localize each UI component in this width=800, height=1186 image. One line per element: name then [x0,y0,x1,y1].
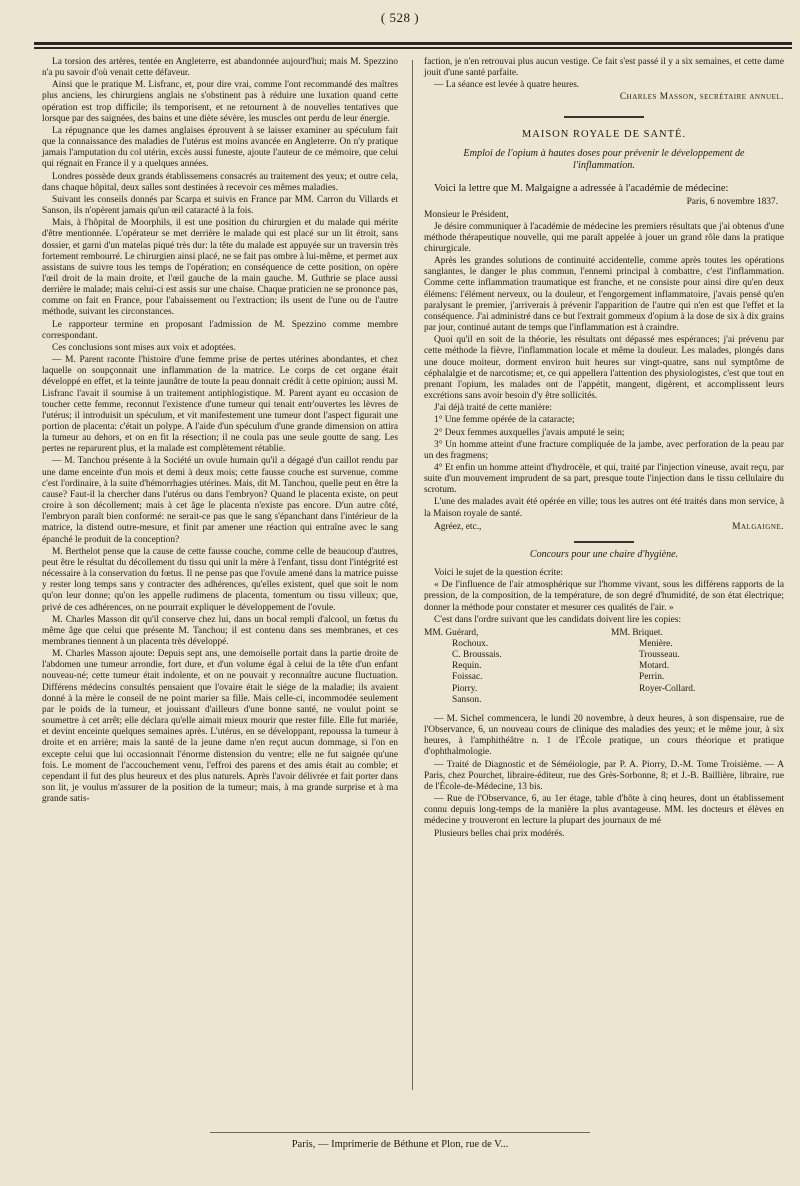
candidates-intro: C'est dans l'ordre suivant que les candidats doivent lire les copies: [434,614,682,625]
case-item: 1° Une femme opérée de la cataracte; [434,415,575,426]
left-paragraph: Le rapporteur termine en proposant l'admission de M. Spezzino comme membre correspondant. [42,319,398,341]
candidate-name: Trousseau. [639,650,680,661]
secretary-signature: Charles Masson, secrétaire annuel. [619,92,784,103]
left-paragraph: La répugnance que les dames anglaises éprouvent à se laisser examiner au spéculum fait que la connaissance des maladies de l'utérus est moins avancée en Angleterre. On n'y pratique jamais l'amputation du col utérin, excès aussi funeste, ajoute l'auteur de ce mémoire, que celui qui régnait en France il y a quelques années. [42,125,398,170]
printer-footer: Paris, — Imprimerie de Béthune et Plon, rue de V... [291,1139,509,1150]
left-paragraph: M. Charles Masson ajoute: Depuis sept ans, une demoiselle portait dans la partie droite de l'abdomen une tumeur arrondie, fort dure, et d'un volume égal à celui de la tête d'un enfant nouveau-né; cette tumeur était indolente, et on ne pouvait y reconnaître aucune fluctuation. Différens médecins consultés pensaient que l'ovaire était le siége de la maladie; ils avaient donné à la mère le conseil de ne point marier sa fille. Mais celle-ci, incommodée seulement par le poids de la tumeur, et jouissant d'ailleurs d'une bonne santé, ne voulut point se soumettre à cet arrêt; elle déclara qu'elle aimait mieux mourir que rester fille. Elle fut mariée, et devint enceinte quelques semaines après. L'utérus, en se développant, repoussa la tumeur à droite et en arrière; mais la santé de la jeune dame n'en reçut aucun dommage, si l'on en excepte celui que lui occasionnait l'énorme distension du ventre; elle ne fut saignée qu'une fois. Le moment de l'accouchement venu, l'effroi des parens et des amis était au comble; et cependant il fut des plus heureux et des plus naturels. Après l'avoir délivrée et fait porter dans son lit, je voulus m'assurer de la position de la tumeur; mais, à ma grande surprise et à ma grande satis- [42,649,398,805]
section-ornament [424,113,784,121]
letter-paragraph: Après les grandes solutions de continuité accidentelle, comme après toutes les opérations sanglantes, le danger le plus commun, l'ennemi principal à combattre, c'est l'inflammation. Comme cette inflammation traumatique est franche, et ne consiste pour ainsi dire qu'en deux élémens: l'élément nerveux, ou la douleur, et l'engorgement inflammatoire, j'avais pensé qu'en paralysant le premier, j'arriverais à prévenir l'apparition de l'autre qui n'en est que l'effet et la conséquence. J'ai administré dans ce but l'extrait gommeux d'opium à la dose de six à dix grains par jour, continué autant de temps que l'inflammation est à craindre. [424,256,784,334]
candidate-name: Menière. [639,639,673,649]
concours-title: Concours pour une chaire d'hygiène. [529,548,679,560]
signoff-name: Malgaigne. [732,521,784,532]
left-paragraph: — M. Tanchou présente à la Société un ovule humain qu'il a dégagé d'un caillot rendu par une dame enceinte d'un mois et demi à deux mois; cette fausse couche est survenue, comme c'est l'ordinaire, à la suite d'hémorrhagies utérines. Mais, dit M. Tanchou, quelle peut en être la cause? Faut-il la chercher dans l'utérus ou dans l'embryon? Quand le placenta existe, on peut croire à son décollement; mais à cet âge le placenta n'existe pas encore. D'un autre côté, l'embryon paraît bien conformé: ne serait-ce pas que le sang s'épanchant dans l'intérieur de la matrice, la distend outre-mesure, et finit par amener une réaction qui entraîne avec le sang épanché le produit de la conception? [42,456,398,545]
right-column [424,57,784,841]
notices [424,714,784,840]
footer-rule [210,1132,590,1133]
candidate-name: C. Broussais. [452,650,502,661]
letter-paragraph: Quoi qu'il en soit de la théorie, les résultats ont dépassé mes espérances; j'ai prévenu par cette méthode la fièvre, l'inflammation locale et même la douleur. Les malades, plongés dans une douce moiteur, dorment environ huit heures sur vingt-quatre, sans nul symptôme de céphalalgie et de narcotisme; et, ce qui appellera l'attention des physiologistes, c'est que tout en prenant l'opium, les malades ont de l'appétit, mangent, digèrent, et accomplissent leurs excrétions sans avoir besoin d'y être sollicités. [424,335,784,402]
letter-paragraph: J'ai déjà traité de cette manière: [434,403,553,414]
continuation-paragraph: faction, je n'en retrouvai plus aucun vestige. Ce fait s'est passé il y a six semaines, et cette dame jouit d'une santé parfaite. [424,57,784,79]
question-text: « De l'influence de l'air atmosphérique sur l'homme vivant, sous les différens rapports de la pression, de la composition, de la température, de son degré d'humidité, de son état électrique; donner la méthode pour constater et mesurer ces qualités de l'air. » [424,580,784,613]
concours-rule [574,541,634,543]
letter-signoff [424,522,784,533]
candidate-name: Perrin. [639,672,665,683]
left-paragraph: M. Charles Masson dit qu'il conserve chez lui, dans un bocal rempli d'alcool, un fœtus du même âge que celui que présente M. Tanchou; il est contenu dans ses membranes, et ces membranes tiennent à un placenta très développé. [42,614,398,647]
candidate-name: Sanson. [452,694,482,705]
header-rule-thin [34,47,792,49]
letter-closing: L'une des malades avait été opérée en ville; tous les autres ont été traités dans mon service, à la Maison royale de santé. [424,497,784,519]
candidates-table [424,628,784,706]
question-intro: Voici le sujet de la question écrite: [434,568,563,579]
adjourn-note: — La séance est levée à quatre heures. [434,80,580,91]
case-item: 3° Un homme atteint d'une fracture compliquée de la jambe, avec perforation de la peau par un des fragmens; [424,439,784,461]
case-item: 2° Deux femmes auxquelles j'avais amputé le sein; [434,427,625,438]
candidate-name: MM. Guérard, [424,627,479,638]
section-title: MAISON ROYALE DE SANTÉ. [521,128,687,140]
left-paragraph: La torsion des artères, tentée en Angleterre, est abandonnée aujourd'hui; mais M. Spezzino n'a pu savoir d'où venait cette défaveur. [42,57,398,79]
candidates-left [424,628,597,706]
candidates-right [611,628,784,706]
candidate-name: Rochoux. [452,639,489,649]
letter-body [424,222,784,415]
page-number: ( 528 ) [380,10,420,25]
case-list [424,415,784,496]
left-paragraph: Ces conclusions sont mises aux voix et adoptées. [52,342,236,353]
candidate-name: Piorry. [452,683,478,694]
left-paragraph: M. Berthelot pense que la cause de cette fausse couche, comme celle de beaucoup d'autres, peut être le résultat du décollement du tissu qui unit la mère à l'enfant, tissu dont l'intégrité est nécessaire à la conservation du fœtus. Il ne pense pas que l'ovule amené dans la matrice puisse y rester long temps sans y contracter des adhérences, qu'elles existent, quel que soit le nom qu'on leur donne; qu'on les appelle rudimens de placenta, tomentum ou tissu villeux; que, privé de ces adhérences, on ne pourrait expliquer le développement de l'ovule. [42,546,398,613]
candidate-name: Motard. [639,661,669,672]
left-paragraph: — M. Parent raconte l'histoire d'une femme prise de pertes utérines abondantes, et chez laquelle on soupçonnait une inflammation de la matrice. Le corps de cet organe était développé en effet, et la teinte jaunâtre de toute la peau donnait crédit à cette opinion; aussi M. Lisfranc l'avait il soumise à un traitement antiphlogistique. M. Parent ayant eu occasion de toucher cette femme, reconnut l'existence d'une tumeur qui tenait entr'ouvertes les lèvres de l'utérus; il introduisit un spéculum, et vit manifestement une tumeur dont l'aspect figurait une portion de placenta: c'était un polype. A l'aide d'un spéculum d'une grande dimension on attira la tumeur au dehors, et on en fit la résection; il ne coula pas une seule goutte de sang. Les pertes ne reparurent plus, et la malade est complètement rétablie. [42,355,398,455]
letter-paragraph: Je désire communiquer à l'académie de médecine les premiers résultats que j'ai obtenus d'une méthode thérapeutique nouvelle, qui me paraît appelée à jouer un grand rôle dans la pratique chirurgicale. [424,221,784,254]
notice-paragraph: — M. Sichel commencera, le lundi 20 novembre, à deux heures, à son dispensaire, rue de l'Observance, 6, un nouveau cours de clinique des maladies des yeux; et le même jour, à six heures, à l'amphithéâtre n. 1 de l'École pratique, un cours théorique et pratique d'ophthalmologie. [424,713,784,758]
candidate-name: Requin. [452,661,482,672]
notice-paragraph: Plusieurs belles chai prix modérés. [434,828,565,839]
left-column [42,57,398,806]
candidate-name: MM. Briquet. [611,627,663,638]
left-paragraph: Mais, à l'hôpital de Moorphils, il est une position du chirurgien et du malade qui mérite d'être mentionnée. L'opérateur se met derrière le malade qui est placé sur un lit étroit, sans dossier, et garni d'un matelas piqué très dur: la tête du malade est appuyée sur un traversin très fortement rembourré. Le chirurgien ainsi placé, ne se fait pas ombre à lui-même, et permet aux assistans de suivre tous les temps de l'opération; en conséquence de cette position, on opère l'œil droit de la main droite, et l'œil gauche de la main gauche. M. Guthrie se place aussi derrière le malade; mais celui-ci est assis sur une chaise. Chaque praticien ne se prononce pas, comme on fait en France, pour l'abaissement ou l'extraction; ils usent de l'une ou de l'autre méthode, suivant les circonstances. [42,218,398,318]
notice-paragraph: — Rue de l'Observance, 6, au 1er étage, table d'hôte à cinq heures, dont un établissement connu depuis long-temps de la manière la plus avantageuse. MM. les docteurs et élèves en médecine y trouveront en lecture la plupart des journaux de mé [424,794,784,827]
letter-lead: Voici la lettre que M. Malgaigne a adressée à l'académie de médecine: [434,182,729,194]
left-paragraph: Ainsi que le pratique M. Lisfranc, et, pour dire vrai, comme l'ont recommandé des maîtres plus anciens, les chirurgiens anglais ne s'obstinent pas à réduire une luxation quand cette opération est trop difficile; ils temporisent, et ne retournent à de nouvelles tentatives que lorsque par des saignées, des bains et une diète sévère, les muscles ont perdu de leur énergie. [42,80,398,124]
candidate-name: Royer-Collard. [639,683,696,694]
case-item: 4° Et enfin un homme atteint d'hydrocèle, et qui, traité par l'injection vineuse, avait reçu, par suite d'un mouvement imprudent de sa part, presque toute l'injection dans le tissu cellulaire du scrotum. [424,462,784,496]
column-divider [412,60,413,1090]
signoff-phrase: Agréez, etc., [434,521,482,532]
notice-paragraph: — Traité de Diagnostic et de Séméiologie, par P. A. Piorry, D.-M. Tome Troisième. — A Paris, chez Pourchet, libraire-éditeur, rue des Grès-Sorbonne, 8; et J.-B. Baillière, libraire, rue de l'École-de-Médecine, 13 bis. [424,759,784,792]
candidate-name: Foissac. [452,672,483,683]
left-paragraph: Suivant les conseils donnés par Scarpa et suivis en France par MM. Carron du Villards et Sanson, ils n'opèrent jamais qu'un œil cataracté à la fois. [42,194,398,217]
left-paragraph: Londres possède deux grands établissemens consacrés au traitement des yeux; et outre cela, dans chaque hôpital, deux salles sont destinées à recevoir ces mêmes maladies. [42,171,398,193]
letter-salutation: Monsieur le Président, [424,209,509,220]
letter-dateline: Paris, 6 novembre 1837. [686,197,778,208]
header-rule [34,42,792,45]
section-subtitle: Emploi de l'opium à hautes doses pour prévenir le développement de l'inflammation. [463,147,745,172]
